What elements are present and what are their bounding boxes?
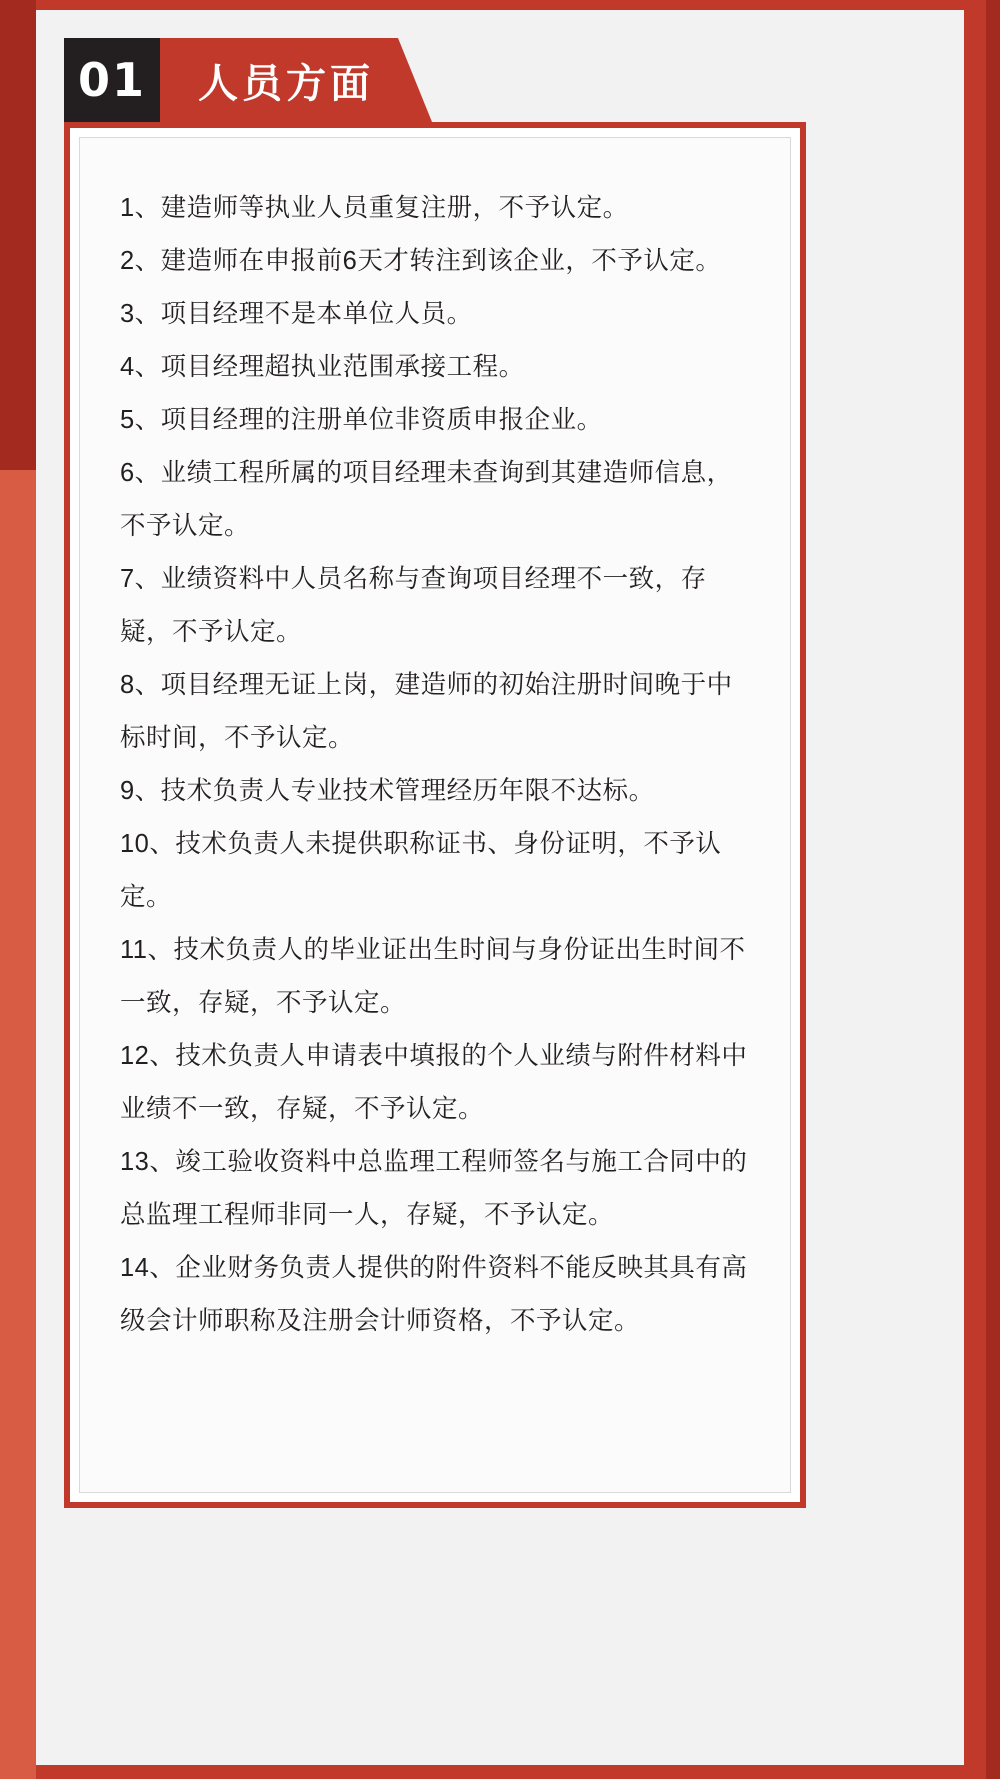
background-accent-right <box>986 0 1000 1779</box>
list-item: 10、技术负责人未提供职称证书、身份证明，不予认定。 <box>120 830 722 911</box>
list-item: 6、业绩工程所属的项目经理未查询到其建造师信息，不予认定。 <box>120 459 733 540</box>
list-item: 9、技术负责人专业技术管理经历年限不达标。 <box>120 777 655 805</box>
list-item: 2、建造师在申报前6天才转注到该企业，不予认定。 <box>120 247 722 275</box>
list-item: 5、项目经理的注册单位非资质申报企业。 <box>120 406 603 434</box>
section-title: 人员方面 <box>198 61 374 106</box>
content-inner <box>79 137 791 1493</box>
background-accent-left-top <box>0 0 36 470</box>
section-title-banner <box>160 38 432 122</box>
list-item: 11、技术负责人的毕业证出生时间与身份证出生时间不一致，存疑，不予认定。 <box>120 936 746 1017</box>
list-item: 4、项目经理超执业范围承接工程。 <box>120 353 525 381</box>
background-accent-left-bottom <box>0 470 36 1779</box>
list-item: 13、竣工验收资料中总监理工程师签名与施工合同中的总监理工程师非同一人，存疑，不予认定。 <box>120 1148 748 1229</box>
banner-corner-shape <box>398 38 432 122</box>
list-item: 1、建造师等执业人员重复注册，不予认定。 <box>120 194 629 222</box>
section-header <box>64 38 432 122</box>
list-item: 7、业绩资料中人员名称与查询项目经理不一致，存疑，不予认定。 <box>120 565 707 646</box>
list-item: 8、项目经理无证上岗，建造师的初始注册时间晚于中标时间，不予认定。 <box>120 671 733 752</box>
content-frame <box>64 122 806 1508</box>
section-number: 01 <box>64 38 160 122</box>
list-item: 12、技术负责人申请表中填报的个人业绩与附件材料中业绩不一致，存疑，不予认定。 <box>120 1042 748 1123</box>
list-item: 14、企业财务负责人提供的附件资料不能反映其具有高级会计师职称及注册会计师资格，不予认定。 <box>120 1254 748 1335</box>
rule-list <box>120 182 750 1348</box>
list-item: 3、项目经理不是本单位人员。 <box>120 300 473 328</box>
